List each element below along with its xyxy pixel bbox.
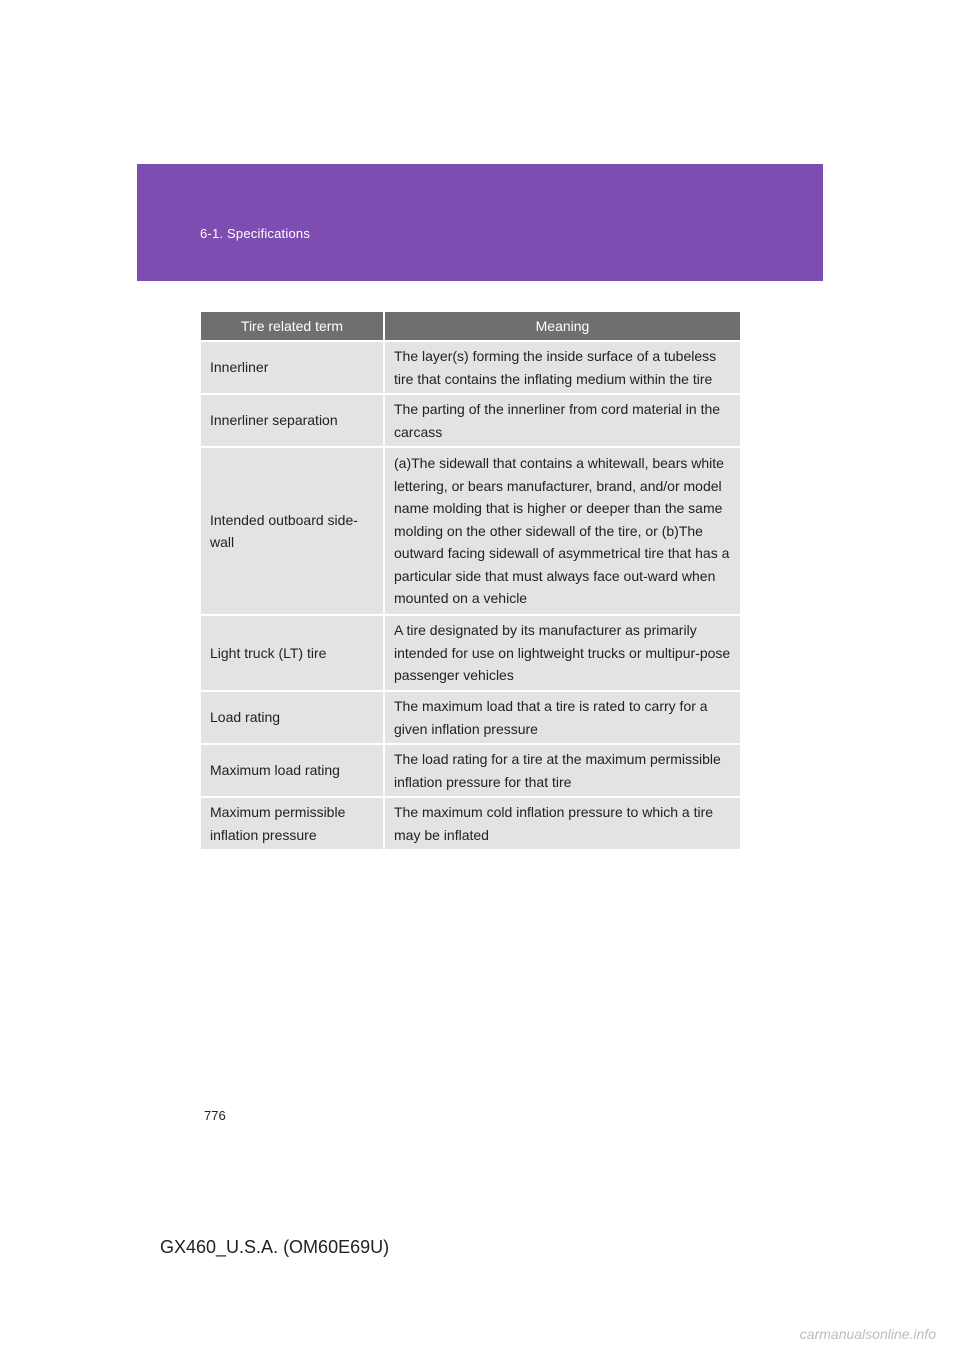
table-row	[201, 393, 740, 446]
term-cell: Maximum load rating	[201, 743, 385, 796]
table-row	[201, 796, 740, 849]
meaning-cell: The maximum load that a tire is rated to carry for a given inflation pressure	[385, 690, 740, 743]
meaning-cell: A tire designated by its manufacturer as primarily intended for use on lightweight trucks or multipur-pose passenger vehicles	[385, 614, 740, 690]
table-row	[201, 446, 740, 614]
term-cell: Load rating	[201, 690, 385, 743]
tire-terms-table	[201, 312, 740, 849]
table-row	[201, 614, 740, 690]
table-row	[201, 340, 740, 393]
meaning-cell: The layer(s) forming the inside surface of a tubeless tire that contains the inflating medium within the tire	[385, 340, 740, 393]
section-header-band	[137, 164, 823, 281]
term-cell: Light truck (LT) tire	[201, 614, 385, 690]
meaning-cell: The parting of the innerliner from cord material in the carcass	[385, 393, 740, 446]
column-header-meaning: Meaning	[385, 312, 740, 340]
term-cell: Maximum permissible inflation pressure	[201, 796, 385, 849]
watermark-text: carmanualsonline.info	[799, 1326, 936, 1342]
term-cell: Innerliner separation	[201, 393, 385, 446]
table-row	[201, 690, 740, 743]
page-number: 776	[204, 1108, 226, 1123]
document-code: GX460_U.S.A. (OM60E69U)	[160, 1237, 390, 1257]
table-header-row	[201, 312, 740, 340]
column-header-term: Tire related term	[201, 312, 385, 340]
table-row	[201, 743, 740, 796]
term-cell: Innerliner	[201, 340, 385, 393]
meaning-cell: The maximum cold inflation pressure to which a tire may be inflated	[385, 796, 740, 849]
section-title: 6-1. Specifications	[200, 226, 311, 241]
meaning-cell: The load rating for a tire at the maximum permissible inflation pressure for that tire	[385, 743, 740, 796]
meaning-cell: (a)The sidewall that contains a whitewall, bears white lettering, or bears manufacturer, brand, and/or model name molding that is higher or deeper than the same molding on the other sidewall of the tire, or (b)The outward facing sidewall of asymmetrical tire that has a particular side that must always face out-ward when mounted on a vehicle	[385, 446, 740, 614]
term-cell: Intended outboard side-wall	[201, 446, 385, 614]
